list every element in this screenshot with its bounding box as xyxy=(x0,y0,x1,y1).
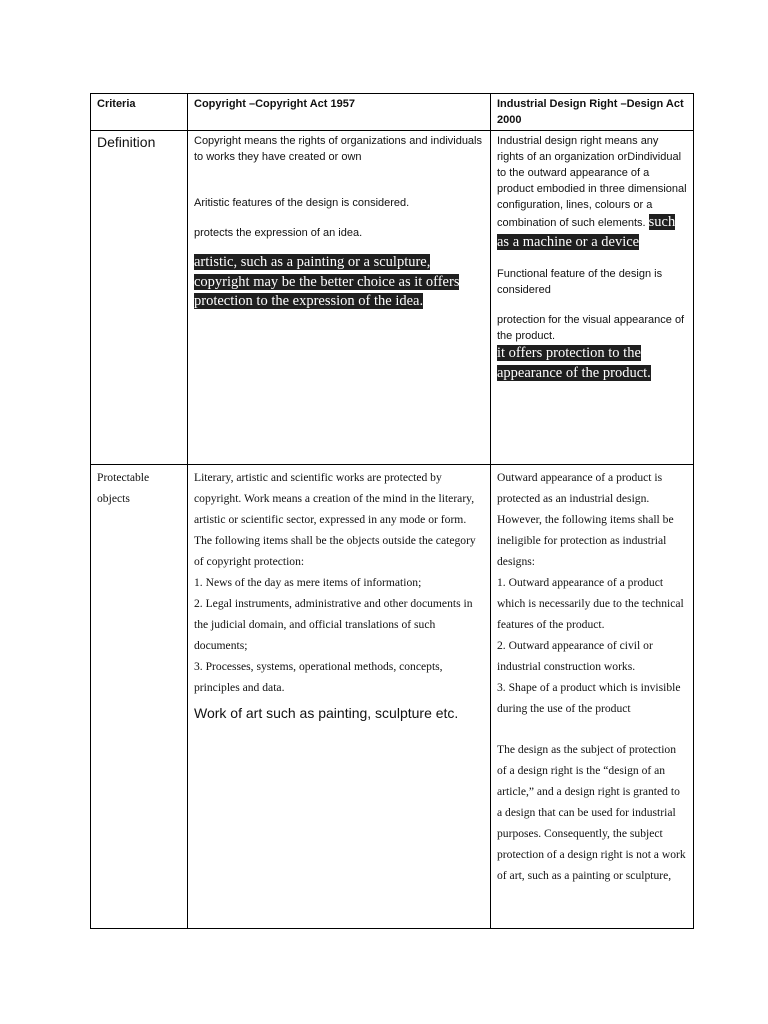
design-ineligible-item-3: 3. Shape of a product which is invisible during the use of the product xyxy=(497,681,681,715)
copyright-protected-works: Literary, artistic and scientific works are protected by copyright. Work means a creation of the mind in the literary, artistic or scientific sector, expressed in any mode or form. xyxy=(194,471,475,526)
design-ineligible-item-1: 1. Outward appearance of a product which is necessarily due to the technical features of the product. xyxy=(497,576,684,631)
comparison-table xyxy=(90,93,694,929)
protectable-label: Protectable objects xyxy=(97,471,150,505)
copyright-work-of-art-note: Work of art such as painting, sculpture etc. xyxy=(194,705,459,721)
copyright-expression-text: protects the expression of an idea. xyxy=(194,227,363,239)
design-functional-feature: Functional feature of the design is considered xyxy=(497,268,663,296)
copyright-highlight: artistic, such as a painting or a sculpture, copyright may be the better choice as it offers protection to the expression of the idea. xyxy=(194,254,460,309)
design-definition-text: Industrial design right means any rights of an organization orDindividual to the outward appearance of a product embodied in three dimensional configuration, lines, colours or a combination of such elements. xyxy=(497,135,687,229)
design-highlight: it offers protection to the appearance of the product. xyxy=(497,345,651,381)
copyright-excluded-item-1: 1. News of the day as mere items of information; xyxy=(194,576,422,589)
copyright-excluded-intro: The following items shall be the objects outside the category of copyright protection: xyxy=(194,534,476,568)
definition-row xyxy=(91,131,694,465)
protectable-copyright-cell xyxy=(188,465,491,929)
design-protected-appearance: Outward appearance of a product is protected as an industrial design. However, the following items shall be ineligible for protection as industrial designs: xyxy=(497,471,674,568)
copyright-artistic-features: Aritistic features of the design is considered. xyxy=(194,197,410,209)
copyright-definition-text: Copyright means the rights of organizations and individuals to works they have created or own xyxy=(194,135,482,163)
header-criteria-cell xyxy=(91,94,188,131)
protectable-row xyxy=(91,465,694,929)
definition-label-cell xyxy=(91,131,188,465)
copyright-excluded-item-2: 2. Legal instruments, administrative and other documents in the judicial domain, and official translations of such documents; xyxy=(194,597,473,652)
definition-design-cell xyxy=(491,131,694,465)
definition-copyright-cell xyxy=(188,131,491,465)
design-visual-protection: protection for the visual appearance of the product. xyxy=(497,314,685,342)
protectable-design-cell xyxy=(491,465,694,929)
design-subject-protection: The design as the subject of protection of a design right is the “design of an article,” and a design right is granted to a design that can be used for industrial purposes. Consequently, the subject protection of a design right is not a work of art, such as a painting or sculpture, xyxy=(497,743,686,882)
design-ineligible-item-2: 2. Outward appearance of civil or industrial construction works. xyxy=(497,639,653,673)
design-definition-highlight: such as a machine or a device xyxy=(497,214,676,250)
header-copyright: Copyright –Copyright Act 1957 xyxy=(194,98,355,110)
copyright-excluded-item-3: 3. Processes, systems, operational methods, concepts, principles and data. xyxy=(194,660,443,694)
header-design-cell xyxy=(491,94,694,131)
header-criteria: Criteria xyxy=(97,98,136,110)
header-design: Industrial Design Right –Design Act 2000 xyxy=(497,98,684,126)
protectable-label-cell xyxy=(91,465,188,929)
definition-label: Definition xyxy=(97,134,156,150)
header-row xyxy=(91,94,694,131)
header-copyright-cell xyxy=(188,94,491,131)
